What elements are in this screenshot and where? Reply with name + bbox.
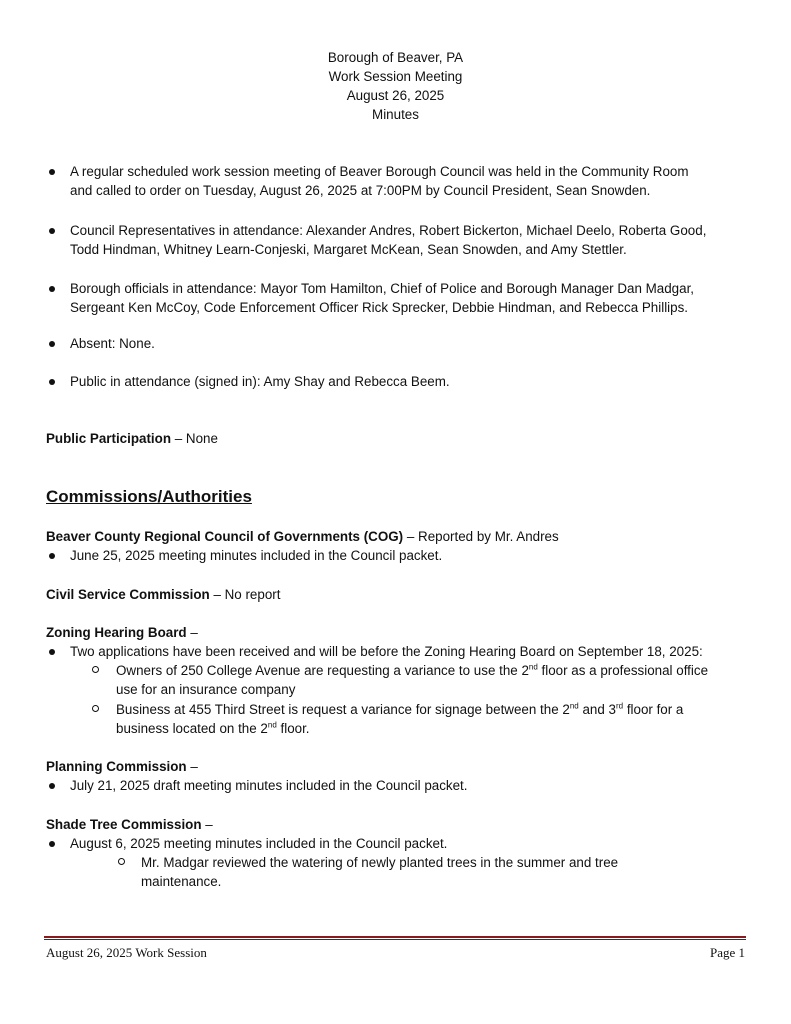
- zoning-label: Zoning Hearing Board: [46, 625, 187, 640]
- zoning-sub2-text-a: Business at 455 Third Street is request a variance for signage between the 2: [116, 702, 570, 717]
- zoning-sub1-text-a: Owners of 250 College Avenue are requesting a variance to use the 2: [116, 663, 529, 678]
- officials-attendance-line2: Sergeant Ken McCoy, Code Enforcement Officer Rick Sprecker, Debbie Hindman, and Rebecca Phillips.: [70, 300, 689, 315]
- shade-tree-sub1-line1: Mr. Madgar reviewed the watering of newly planted trees in the summer and tree: [141, 855, 619, 870]
- zoning-sub2-text-c: floor for a: [623, 702, 684, 717]
- zoning-sub1-text-b: floor as a professional office: [537, 663, 709, 678]
- zoning-heading: [46, 623, 198, 642]
- absent-line: Absent: None.: [70, 336, 155, 351]
- zoning-sub2-l2-text-b: floor.: [276, 721, 310, 736]
- civil-service-label: Civil Service Commission: [46, 587, 210, 602]
- doc-header-meeting: Work Session Meeting: [328, 69, 463, 84]
- zoning-item: Two applications have been received and will be before the Zoning Hearing Board on September 18, 2025:: [70, 644, 703, 659]
- bullet-icon: [49, 286, 55, 292]
- doc-header-borough: Borough of Beaver, PA: [327, 50, 464, 65]
- zoning-sub1-line1: [116, 661, 708, 680]
- zoning-sub2-sup1: nd: [569, 701, 579, 711]
- zoning-sub2-l2-text-a: business located on the 2: [116, 721, 268, 736]
- zoning-sub2-text-b: and 3: [578, 702, 616, 717]
- planning-label: Planning Commission: [46, 759, 187, 774]
- bullet-icon: [49, 553, 55, 559]
- planning-heading: [46, 757, 198, 776]
- public-participation-label: Public Participation: [46, 431, 172, 446]
- doc-header-minutes: Minutes: [372, 107, 419, 122]
- zoning-sub2-line1: [116, 700, 683, 719]
- zoning-sub2-line2: [116, 719, 310, 738]
- council-attendance-line2: Todd Hindman, Whitney Learn-Conjeski, Margaret McKean, Sean Snowden, and Amy Stettler.: [70, 242, 627, 257]
- bullet-icon: [49, 783, 55, 789]
- call-to-order-line2: and called to order on Tuesday, August 26, 2025 at 7:00PM by Council President, Sean Snowden.: [70, 183, 651, 198]
- shade-tree-heading: [46, 815, 213, 834]
- zoning-sub1-sup: nd: [528, 662, 538, 672]
- circle-bullet-icon: [92, 705, 99, 712]
- bullet-icon: [49, 228, 55, 234]
- circle-bullet-icon: [118, 858, 125, 865]
- bullet-icon: [49, 169, 55, 175]
- bullet-icon: [49, 649, 55, 655]
- officials-attendance-line1: Borough officials in attendance: Mayor Tom Hamilton, Chief of Police and Borough Manager Dan Madgar,: [70, 281, 695, 296]
- cog-label: Beaver County Regional Council of Governments (COG): [46, 529, 404, 544]
- bullet-icon: [49, 379, 55, 385]
- civil-service-value: – No report: [209, 587, 281, 602]
- cog-item: June 25, 2025 meeting minutes included in the Council packet.: [70, 548, 443, 563]
- planning-item: July 21, 2025 draft meeting minutes included in the Council packet.: [70, 778, 468, 793]
- cog-value: – Reported by Mr. Andres: [403, 529, 559, 544]
- shade-tree-label: Shade Tree Commission: [46, 817, 202, 832]
- planning-value: –: [186, 759, 198, 774]
- doc-header-date: August 26, 2025: [346, 88, 445, 103]
- zoning-sub2-l2-sup: nd: [267, 720, 277, 730]
- circle-bullet-icon: [92, 666, 99, 673]
- public-attendance-line: Public in attendance (signed in): Amy Shay and Rebecca Beem.: [70, 374, 450, 389]
- council-attendance-line1: Council Representatives in attendance: Alexander Andres, Robert Bickerton, Michael Deelo, Roberta Good,: [70, 223, 707, 238]
- shade-tree-sub1-line2: maintenance.: [141, 874, 222, 889]
- public-participation: [46, 429, 218, 448]
- bullet-icon: [49, 841, 55, 847]
- civil-service-heading: [46, 585, 280, 604]
- call-to-order-line1: A regular scheduled work session meeting of Beaver Borough Council was held in the Community Room: [70, 164, 689, 179]
- footer-divider: [44, 936, 746, 938]
- footer-left: August 26, 2025 Work Session: [46, 945, 207, 960]
- public-participation-value: – None: [171, 431, 218, 446]
- bullet-icon: [49, 341, 55, 347]
- shade-tree-item: August 6, 2025 meeting minutes included in the Council packet.: [70, 836, 448, 851]
- zoning-sub1-line2: use for an insurance company: [116, 682, 296, 697]
- commissions-heading: Commissions/Authorities: [46, 487, 252, 506]
- zoning-sub2-sup2: rd: [615, 701, 624, 711]
- zoning-value: –: [186, 625, 198, 640]
- shade-tree-value: –: [201, 817, 213, 832]
- footer-divider-thin: [44, 939, 746, 940]
- footer-page-number: Page 1: [709, 945, 745, 960]
- cog-heading: [46, 527, 559, 546]
